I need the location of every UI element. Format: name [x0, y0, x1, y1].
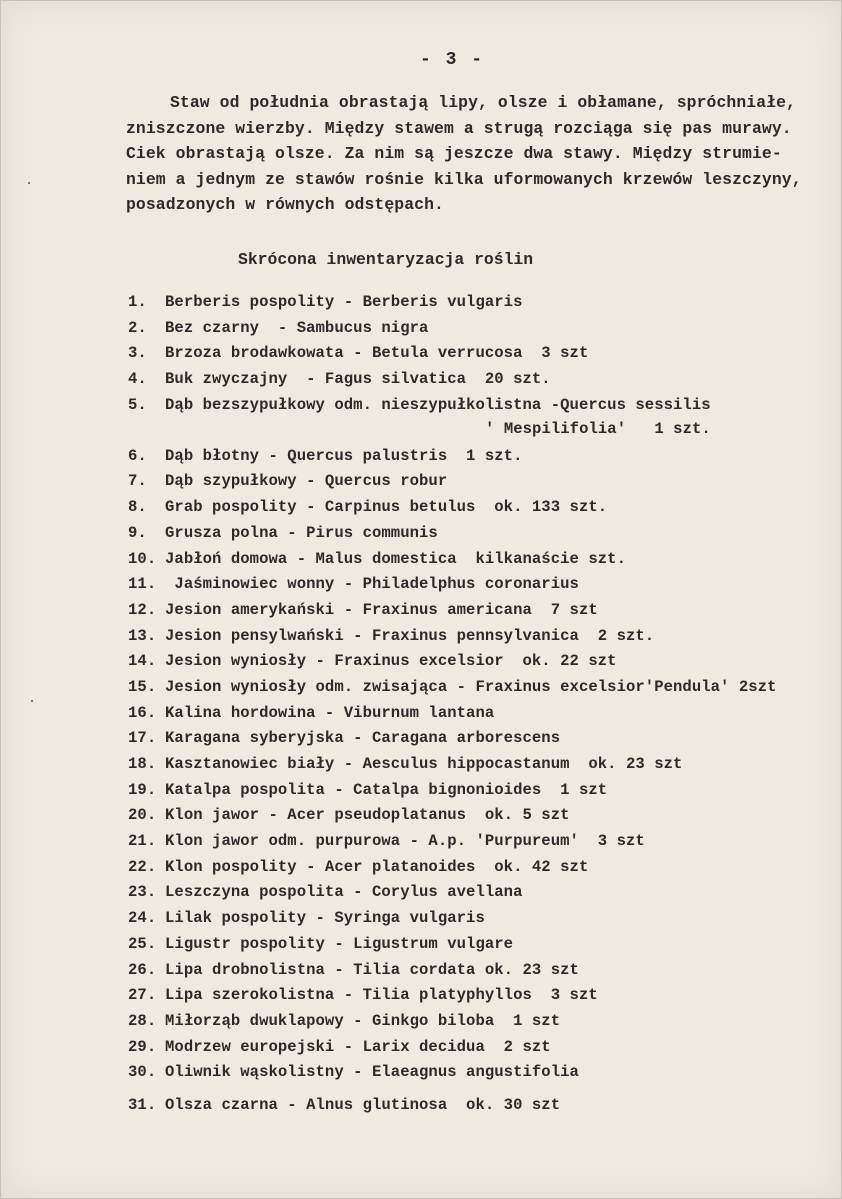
- plant-item-number: 12.: [128, 600, 157, 619]
- plant-item-number: 3.: [128, 344, 147, 363]
- plant-item-number: 30.: [128, 1063, 157, 1082]
- plant-list-item: [128, 855, 838, 881]
- plant-list-item: [128, 958, 838, 984]
- paper-speck: [28, 182, 30, 184]
- plant-list-item: [128, 547, 838, 573]
- plant-item-text: Katalpa pospolita - Catalpa bignonioides 1 szt: [165, 780, 608, 799]
- plant-item-text: Bez czarny - Sambucus nigra: [165, 318, 429, 337]
- plant-list-item: [128, 803, 838, 829]
- plant-item-number: 22.: [128, 857, 157, 876]
- plant-item-number: 10.: [128, 549, 157, 568]
- plant-item-number: 8.: [128, 498, 147, 517]
- plant-item-number: 21.: [128, 832, 157, 851]
- paragraph-line: Ciek obrastają olsze. Za nim są jeszcze dwa stawy. Między strumie-: [126, 144, 782, 163]
- plant-item-text: Jesion amerykański - Fraxinus americana 7 szt: [165, 600, 598, 619]
- plant-item-number: 7.: [128, 472, 147, 491]
- plant-list-item: [128, 726, 838, 752]
- plant-list-item: [128, 829, 838, 855]
- plant-item-number: 17.: [128, 729, 157, 748]
- plant-item-text: Olsza czarna - Alnus glutinosa ok. 30 szt: [165, 1095, 561, 1114]
- plant-list-item: [128, 444, 838, 470]
- plant-item-text: Klon jawor - Acer pseudoplatanus ok. 5 szt: [165, 806, 570, 825]
- plant-list-item: [128, 290, 838, 316]
- plant-item-number: 26.: [128, 960, 157, 979]
- plant-item-number: 9.: [128, 523, 147, 542]
- plant-item-text: Jesion wyniosły odm. zwisająca - Fraxinus excelsior'Pendula' 2szt: [165, 677, 777, 696]
- plant-item-number: 24.: [128, 909, 157, 928]
- plant-item-text: Klon pospolity - Acer platanoides ok. 42 szt: [165, 857, 589, 876]
- plant-item-text: Jabłoń domowa - Malus domestica kilkanaście szt.: [165, 549, 626, 568]
- plant-list-item: [128, 649, 838, 675]
- plant-item-text: Brzoza brodawkowata - Betula verrucosa 3 szt: [165, 344, 589, 363]
- plant-item-text: Dąb błotny - Quercus palustris 1 szt.: [165, 446, 523, 465]
- plant-item-text: Klon jawor odm. purpurowa - A.p. 'Purpureum' 3 szt: [165, 832, 645, 851]
- plant-item-text: Grab pospolity - Carpinus betulus ok. 133 szt.: [165, 498, 608, 517]
- plant-item-text: Karagana syberyjska - Caragana arborescens: [165, 729, 561, 748]
- page-number: - 3 -: [420, 50, 485, 70]
- plant-item-number: 4.: [128, 370, 147, 389]
- plant-item-number: 18.: [128, 755, 157, 773]
- paper-speck: [31, 700, 33, 702]
- paragraph-line: Staw od południa obrastają lipy, olsze i obłamane, spróchniałe,: [170, 93, 796, 112]
- plant-item-text: Dąb bezszypułkowy odm. nieszypułkolistna -Quercus sessilis: [165, 395, 711, 414]
- plant-item-number: 2.: [128, 318, 147, 337]
- paragraph-line: posadzonych w równych odstępach.: [126, 195, 444, 214]
- plant-item-text: Leszczyna pospolita - Corylus avellana: [165, 883, 523, 902]
- plant-list-item: [128, 701, 838, 727]
- plant-item-text: Berberis pospolity - Berberis vulgaris: [165, 293, 523, 311]
- plant-item-number: 6.: [128, 446, 147, 465]
- plant-list-item: [128, 521, 838, 547]
- plant-item-number: 27.: [128, 986, 157, 1005]
- plant-inventory-list: [128, 290, 838, 1119]
- plant-item-number: 23.: [128, 883, 157, 902]
- plant-list-item: [128, 341, 838, 367]
- plant-item-text: Jesion pensylwański - Fraxinus pennsylvanica 2 szt.: [165, 626, 655, 645]
- plant-item-text: Kalina hordowina - Viburnum lantana: [165, 703, 495, 722]
- plant-list-item: [128, 778, 838, 804]
- plant-item-number: 11.: [128, 575, 157, 594]
- plant-item-number: 16.: [128, 703, 157, 722]
- plant-list-item: [128, 624, 838, 650]
- plant-item-text: Grusza polna - Pirus communis: [165, 523, 438, 542]
- paragraph-line: zniszczone wierzby. Między stawem a strugą rozciąga się pas murawy.: [126, 118, 792, 138]
- plant-item-number: 14.: [128, 652, 157, 671]
- plant-list-item: [128, 1035, 838, 1061]
- plant-list-item: [128, 1060, 838, 1086]
- plant-item-number: 1.: [128, 293, 147, 311]
- plant-list-item: [128, 752, 838, 778]
- plant-list-item: [128, 983, 838, 1009]
- plant-list-item: [128, 932, 838, 958]
- plant-item-text: Lipa szerokolistna - Tilia platyphyllos 3 szt: [165, 986, 598, 1005]
- plant-list-item: [128, 906, 838, 932]
- plant-item-number: 5.: [128, 395, 147, 414]
- plant-item-number: 13.: [128, 626, 157, 645]
- plant-list-item: [128, 1009, 838, 1035]
- intro-paragraph: [126, 90, 836, 218]
- plant-item-number: 29.: [128, 1037, 157, 1056]
- plant-item-number: 31.: [128, 1095, 157, 1114]
- plant-list-item: [128, 1093, 838, 1119]
- plant-item-text: Miłorząb dwuklapowy - Ginkgo biloba 1 szt: [165, 1011, 561, 1030]
- plant-item-text: Ligustr pospolity - Ligustrum vulgare: [165, 934, 514, 953]
- plant-list-item: [128, 572, 838, 598]
- plant-item-text: Lipa drobnolistna - Tilia cordata ok. 23 szt: [165, 960, 579, 979]
- section-heading: Skrócona inwentaryzacja roślin: [238, 250, 534, 269]
- plant-item-number: 28.: [128, 1011, 157, 1030]
- plant-item-number: 19.: [128, 780, 157, 799]
- plant-item-text: Kasztanowiec biały - Aesculus hippocastanum ok. 23 szt: [165, 755, 683, 773]
- plant-list-item: [128, 880, 838, 906]
- plant-item-text: Modrzew europejski - Larix decidua 2 szt: [165, 1037, 551, 1056]
- plant-list-item: [128, 495, 838, 521]
- plant-item-text: Jaśminowiec wonny - Philadelphus coronarius: [165, 575, 579, 594]
- plant-item-text: Buk zwyczajny - Fagus silvatica 20 szt.: [165, 370, 551, 389]
- paragraph-line: niem a jednym ze stawów rośnie kilka uformowanych krzewów leszczyny,: [126, 169, 802, 189]
- plant-list-item: [128, 316, 838, 342]
- plant-list-item: [128, 393, 838, 444]
- plant-item-text: Lilak pospolity - Syringa vulgaris: [165, 909, 485, 928]
- plant-list-item: [128, 598, 838, 624]
- plant-item-continuation: ' Mespilifolia' 1 szt.: [485, 420, 711, 439]
- plant-list-item: [128, 675, 838, 701]
- plant-item-text: Jesion wyniosły - Fraxinus excelsior ok. 22 szt: [165, 652, 617, 671]
- plant-item-text: Oliwnik wąskolistny - Elaeagnus angustifolia: [165, 1063, 579, 1082]
- plant-item-number: 25.: [128, 934, 157, 953]
- plant-list-item: [128, 367, 838, 393]
- plant-item-number: 15.: [128, 677, 157, 696]
- plant-item-number: 20.: [128, 806, 157, 825]
- plant-item-text: Dąb szypułkowy - Quercus robur: [165, 472, 448, 491]
- plant-list-item: [128, 469, 838, 495]
